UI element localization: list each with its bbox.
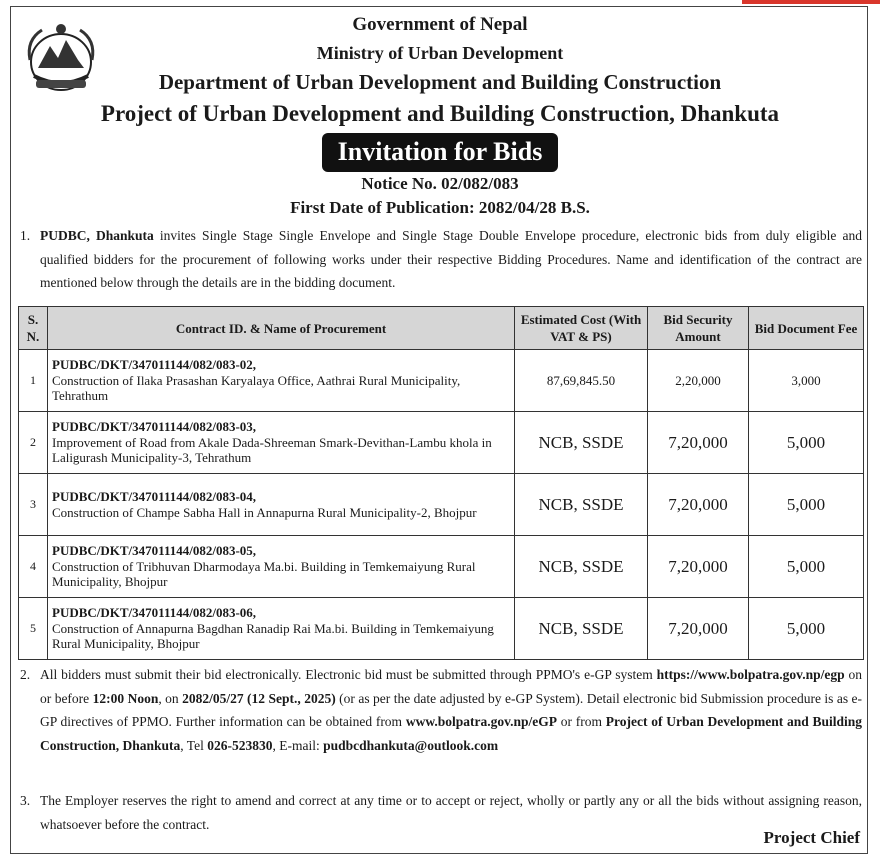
paragraph-text: All bidders must submit their bid electronically. Electronic bid must be submitted through PPMO's e-GP system	[40, 667, 657, 682]
table-row	[19, 536, 864, 598]
paragraph-3	[20, 789, 862, 836]
cell-cost: 87,69,845.50	[515, 350, 648, 412]
cell-sn: 3	[19, 474, 48, 536]
cell-security: 7,20,000	[648, 474, 749, 536]
table-row	[19, 412, 864, 474]
table-row	[19, 350, 864, 412]
cell-cost: NCB, SSDE	[515, 598, 648, 660]
paragraph-text: (or as per the date adjusted by e-GP System). Detail electronic bid Submission procedure is as e-GP directives of PPMO. Further information can be obtained from	[40, 690, 863, 729]
paragraph-text: , on	[158, 690, 183, 706]
page-title: Invitation for Bids	[324, 135, 557, 170]
cell-fee: 5,000	[749, 412, 864, 474]
cell-security: 7,20,000	[648, 412, 749, 474]
bolpatra-url-link[interactable]: www.bolpatra.gov.np/eGP	[405, 714, 557, 729]
contract-description: Construction of Ilaka Prasashan Karyalaya Office, Aathrai Rural Municipality, Tehrathum	[52, 372, 461, 404]
contract-id: PUDBC/DKT/347011144/082/083-05,	[52, 543, 257, 559]
col-header-fee: Bid Document Fee	[749, 307, 864, 350]
office-name: Project of Urban Development and Building Construction, Dhankuta	[40, 714, 862, 753]
deadline-time: 12:00 Noon	[92, 690, 159, 706]
header-government: Government of Nepal	[352, 14, 528, 35]
cell-contract	[48, 474, 515, 536]
cell-contract	[48, 412, 515, 474]
cell-sn: 2	[19, 412, 48, 474]
contract-id: PUDBC/DKT/347011144/082/083-03,	[52, 419, 257, 435]
cell-fee: 5,000	[749, 598, 864, 660]
paragraph-number: 2.	[20, 667, 31, 682]
paragraph-number: 1.	[20, 228, 31, 243]
contract-id: PUDBC/DKT/347011144/082/083-02,	[52, 357, 257, 373]
issuer-name: PUDBC, Dhankuta	[40, 228, 154, 243]
cell-fee: 5,000	[749, 536, 864, 598]
col-header-sn: S. N.	[19, 307, 48, 350]
paragraph-text: , E-mail:	[272, 737, 324, 753]
bids-table	[18, 306, 864, 660]
cell-cost: NCB, SSDE	[515, 412, 648, 474]
table-row	[19, 474, 864, 536]
cell-sn: 4	[19, 536, 48, 598]
cell-security: 2,20,000	[648, 350, 749, 412]
cell-sn: 1	[19, 350, 48, 412]
paragraph-text: or from	[556, 714, 606, 729]
col-header-security: Bid Security Amount	[648, 307, 749, 350]
contract-description: Construction of Champe Sabha Hall in Annapurna Rural Municipality-2, Bhojpur	[52, 504, 477, 520]
paragraph-text: invites Single Stage Single Envelope and Single Stage Double Envelope procedure, electronic bids from duly eligible and qualified bidders for the procurement of following works under their respective Bidding Procedures. Name and identification of the contract are mentioned below through the details are in the bidding document.	[40, 228, 863, 290]
cell-contract	[48, 598, 515, 660]
col-header-cost: Estimated Cost (With VAT & PS)	[515, 307, 648, 350]
egp-url-link[interactable]: https://www.bolpatra.gov.np/egp	[656, 667, 845, 682]
deadline-date: 2082/05/27 (12 Sept., 2025)	[182, 690, 336, 706]
header-project: Project of Urban Development and Building Construction, Dhankuta	[100, 101, 780, 126]
contract-description: Improvement of Road from Akale Dada-Shreeman Smark-Devithan-Lambu khola in Laligurash Municipality-3, Tehrathum	[52, 434, 492, 466]
cell-cost: NCB, SSDE	[515, 536, 648, 598]
email-link[interactable]: pudbcdhankuta@outlook.com	[323, 737, 499, 753]
cell-security: 7,20,000	[648, 598, 749, 660]
telephone-number: 026-523830	[207, 737, 273, 753]
first-publication-date: First Date of Publication: 2082/04/28 B.S.	[290, 198, 590, 217]
contract-id: PUDBC/DKT/347011144/082/083-06,	[52, 605, 257, 621]
paragraph-text: on or before	[40, 667, 863, 706]
contract-description: Construction of Annapurna Bagdhan Ranadip Rai Ma.bi. Building in Temkemaiyung Rural Municipality, Bhojpur	[52, 620, 494, 652]
cell-cost: NCB, SSDE	[515, 474, 648, 536]
contract-description: Construction of Tribhuvan Dharmodaya Ma.bi. Building in Temkemaiyung Rural Municipality, Bhojpur	[52, 558, 476, 590]
table-row	[19, 598, 864, 660]
header-ministry: Ministry of Urban Development	[316, 43, 564, 63]
contract-id: PUDBC/DKT/347011144/082/083-04,	[52, 489, 257, 504]
cell-sn: 5	[19, 598, 48, 660]
paragraph-2	[20, 663, 862, 757]
col-header-contract: Contract ID. & Name of Procurement	[48, 307, 515, 350]
cell-contract	[48, 350, 515, 412]
notice-number: Notice No. 02/082/083	[361, 174, 519, 193]
signoff-title: Project Chief	[763, 828, 860, 847]
paragraph-number: 3.	[20, 793, 31, 808]
paragraph-1	[20, 224, 862, 295]
paragraph-text: , Tel	[180, 737, 208, 753]
header-department: Department of Urban Development and Building Construction	[158, 70, 722, 94]
title-banner	[0, 135, 880, 170]
cell-fee: 5,000	[749, 474, 864, 536]
paragraph-text: The Employer reserves the right to amend and correct at any time or to accept or reject, wholly or partly any or all the bids without assigning reason, whatsoever before the contract.	[40, 793, 862, 832]
cell-security: 7,20,000	[648, 536, 749, 598]
table-header-row	[19, 307, 864, 350]
top-accent-strip	[742, 0, 880, 4]
cell-fee: 3,000	[749, 350, 864, 412]
cell-contract	[48, 536, 515, 598]
